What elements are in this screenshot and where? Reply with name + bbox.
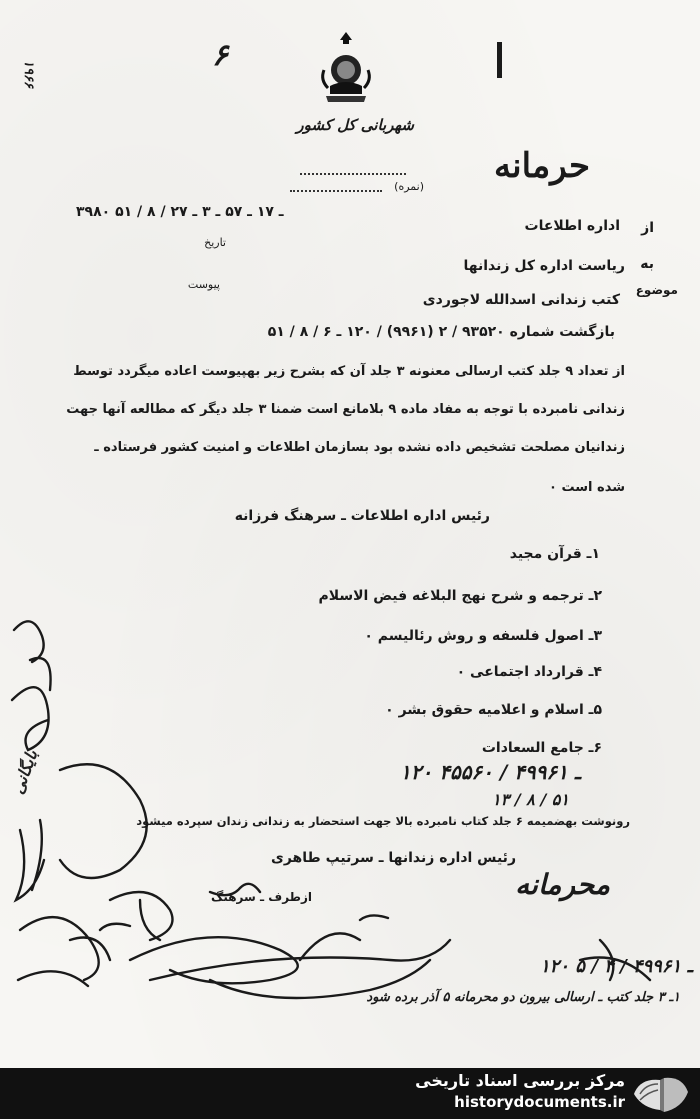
- registration-date: ۱۳ / ۸ / ۵۱: [492, 790, 569, 809]
- number-label: (نمره): [394, 180, 424, 193]
- body-line-1: از تعداد ۹ جلد کتب ارسالی معنونه ۳ جلد آن که بشرح زیر بهپیوست اعاده میگردد توسط: [73, 364, 625, 379]
- number-dotted-line: [290, 190, 382, 192]
- copy-signature-on-behalf: ازطرف ـ سرهنگ: [211, 890, 312, 904]
- handwritten-number: ۱۲۰ ـ ۴۹۹۶۱ / ۴ / ۵: [540, 956, 693, 977]
- signature-scribbles: [0, 600, 700, 1060]
- lion-and-sun-emblem-icon: [318, 30, 374, 104]
- copy-signature: رئیس اداره زندانها ـ سرتیپ طاهری: [271, 850, 516, 866]
- book-logo-icon: [630, 1072, 692, 1116]
- registration-number: ۱۲۰ ـ ۴۹۹۶۱ / ۴۵۵۶۰: [400, 760, 581, 784]
- margin-vertical-mark: ۱۹۶۶: [21, 60, 36, 88]
- signature-line: رئیس اداره اطلاعات ـ سرهنگ فرزانه: [234, 508, 490, 524]
- from-value: اداره اطلاعات: [524, 218, 620, 234]
- body-line-3: زندانیان مصلحت تشخیص داده نشده بود بسازمان اطلاعات و امنیت کشور فرستاده ـ: [94, 440, 625, 455]
- list-item: ۲ـ ترجمه و شرح نهج البلاغه فیض الاسلام: [318, 588, 602, 604]
- list-item: ۵ـ اسلام و اعلامیه حقوق بشر ۰: [385, 702, 602, 718]
- top-hand-sign: ۶: [212, 38, 229, 73]
- document-number: ۳۹۸۰ ـ ۱۷ ـ ۵۷ ـ ۳ ـ ۲۷ / ۸ / ۵۱: [76, 204, 284, 220]
- to-value: ریاست اداره کل زندانها: [463, 258, 625, 274]
- watermark-name: مرکز بررسی اسناد تاریخی: [415, 1071, 625, 1090]
- margin-handwriting: بایگانی: [8, 747, 42, 797]
- subject-label: موضوع: [635, 283, 678, 297]
- list-item: ۴ـ قرارداد اجتماعی ۰: [456, 664, 602, 680]
- copy-note: رونوشت بهضمیمه ۶ جلد کتاب نامبرده بالا جهت استحضار به زندانی زندان سپرده میشود: [136, 814, 630, 828]
- title-underline: [300, 173, 406, 175]
- list-item: ۱ـ قرآن مجید: [509, 546, 600, 562]
- from-label: از: [641, 220, 654, 236]
- top-right-mark: [497, 42, 502, 78]
- handwritten-note: ۱ـ ۳ جلد کتب ـ ارسالی بیرون دو محرمانه ۵ آذر برده شود: [366, 990, 680, 1005]
- organization-name: شهربانی کل کشور: [296, 116, 414, 134]
- reference-line: بازگشت شماره ۹۳۵۲۰ / ۲ (۹۹۶۱) / ۱۲۰ ـ ۶ / ۸ / ۵۱: [267, 324, 615, 340]
- list-item: ۶ـ جامع السعادات: [481, 740, 602, 756]
- date-label: تاریخ: [204, 236, 226, 249]
- list-item: ۳ـ اصول فلسفه و روش رئالیسم ۰: [364, 628, 602, 644]
- to-label: به: [640, 256, 654, 272]
- subject-value: کتب زندانی اسدالله لاجوردی: [422, 292, 620, 308]
- confidential-stamp: محرمانه: [515, 868, 610, 901]
- document-title: حرمانه: [493, 146, 590, 186]
- body-line-2: زندانی نامبرده با توجه به مفاد ماده ۹ بلامانع است ضمنا ۳ جلد دیگر که مطالعه آنها جهت: [66, 402, 625, 417]
- body-line-4: شده است ۰: [549, 480, 625, 495]
- attachment-label: پیوست: [187, 278, 220, 291]
- watermark-url[interactable]: historydocuments.ir: [454, 1093, 625, 1111]
